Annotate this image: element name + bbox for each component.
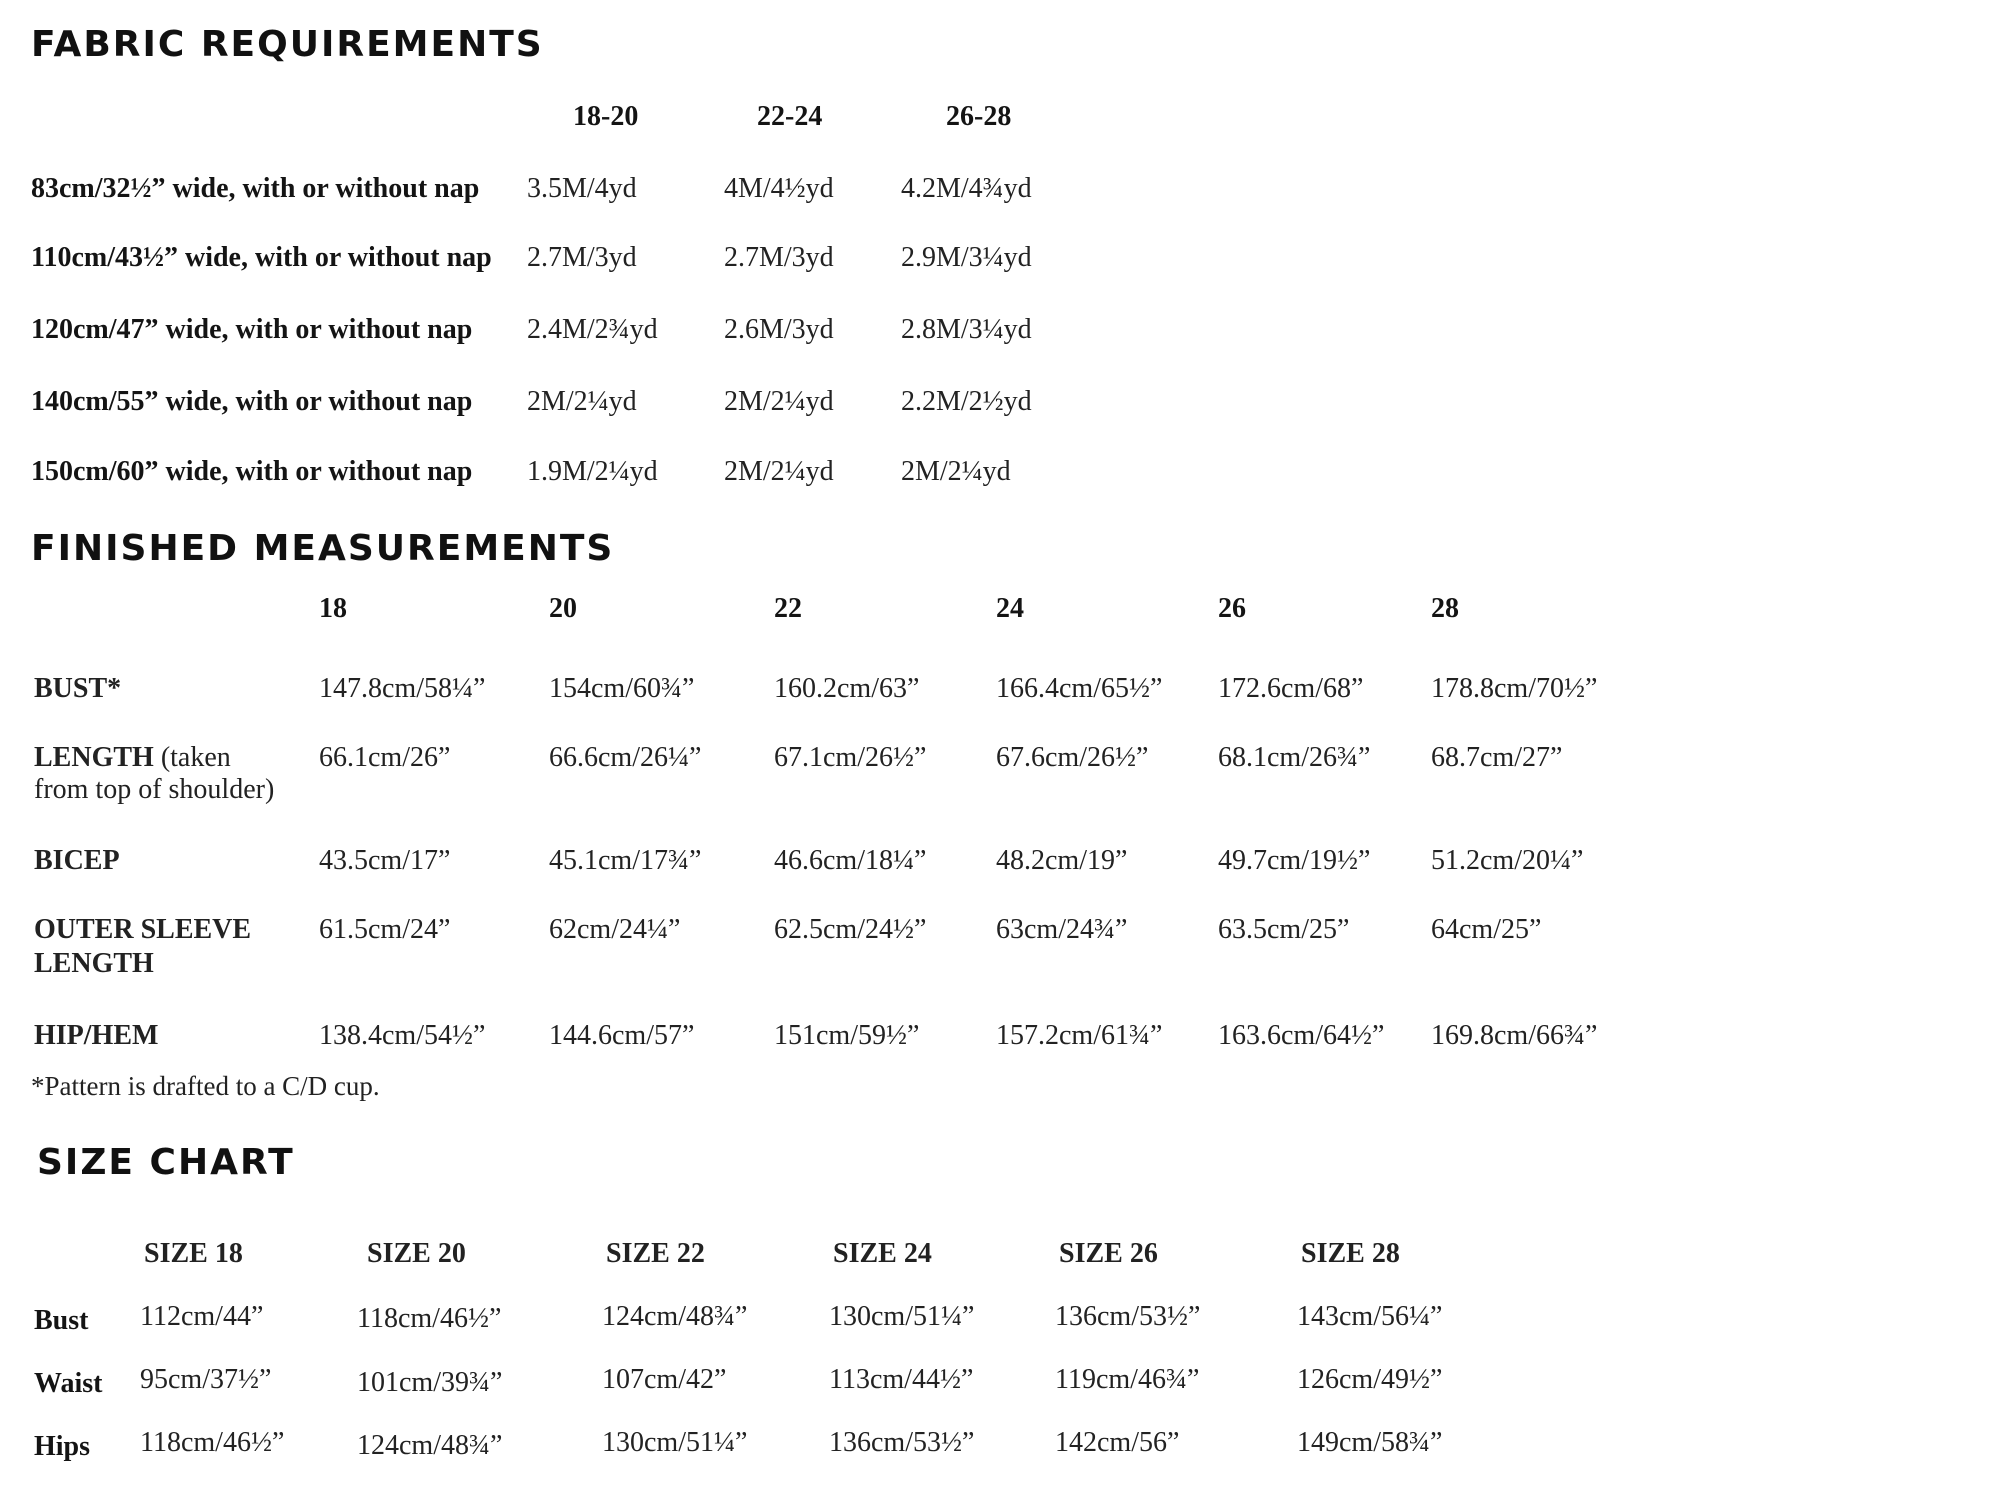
- fabric-value: 2.6M/3yd: [724, 314, 834, 345]
- size-value: 95cm/37½”: [140, 1364, 272, 1395]
- finished-value: 64cm/25”: [1431, 914, 1542, 945]
- fabric-requirements-title: FABRIC REQUIREMENTS: [31, 24, 544, 65]
- finished-header-28: 28: [1431, 593, 1459, 624]
- finished-value: 62cm/24¼”: [549, 914, 681, 945]
- fabric-row-label: 110cm/43½” wide, with or without nap: [31, 242, 492, 273]
- finished-value: 43.5cm/17”: [319, 845, 451, 876]
- fabric-value: 1.9M/2¼yd: [527, 456, 658, 487]
- fabric-value: 2.2M/2½yd: [901, 386, 1032, 417]
- finished-row-label-length: [34, 742, 231, 774]
- fabric-value: 2.4M/2¾yd: [527, 314, 658, 345]
- size-row-label-waist: Waist: [34, 1368, 103, 1399]
- finished-value: 45.1cm/17¾”: [549, 845, 702, 876]
- fabric-value: 2.7M/3yd: [527, 242, 637, 273]
- finished-value: 172.6cm/68”: [1218, 673, 1364, 704]
- finished-value: 144.6cm/57”: [549, 1020, 695, 1051]
- finished-value: 138.4cm/54½”: [319, 1020, 486, 1051]
- finished-row-label-length-line2: from top of shoulder): [34, 774, 275, 805]
- finished-header-18: 18: [319, 593, 347, 624]
- size-value: 101cm/39¾”: [357, 1367, 503, 1398]
- size-value: 130cm/51¼”: [602, 1427, 748, 1458]
- finished-value: 67.1cm/26½”: [774, 742, 927, 773]
- finished-header-26: 26: [1218, 593, 1246, 624]
- finished-row-label-bicep: BICEP: [34, 845, 120, 876]
- size-header-20: SIZE 20: [367, 1238, 466, 1269]
- finished-value: 66.1cm/26”: [319, 742, 451, 773]
- size-value: 118cm/46½”: [357, 1303, 502, 1334]
- fabric-value: 2.7M/3yd: [724, 242, 834, 273]
- size-value: 112cm/44”: [140, 1301, 264, 1332]
- size-header-18: SIZE 18: [144, 1238, 243, 1269]
- size-value: 124cm/48¾”: [357, 1430, 503, 1461]
- finished-value: 160.2cm/63”: [774, 673, 920, 704]
- finished-row-label-outer-sleeve: OUTER SLEEVE: [34, 914, 252, 945]
- size-value: 126cm/49½”: [1297, 1364, 1443, 1395]
- finished-value: 63.5cm/25”: [1218, 914, 1350, 945]
- size-row-label-hips: Hips: [34, 1431, 91, 1462]
- fabric-value: 2M/2¼yd: [724, 456, 834, 487]
- finished-row-label-hip-hem: HIP/HEM: [34, 1020, 159, 1051]
- size-value: 149cm/58¾”: [1297, 1427, 1443, 1458]
- fabric-row-label: 120cm/47” wide, with or without nap: [31, 314, 473, 345]
- finished-value: 147.8cm/58¼”: [319, 673, 486, 704]
- finished-value: 62.5cm/24½”: [774, 914, 927, 945]
- finished-value: 67.6cm/26½”: [996, 742, 1149, 773]
- size-value: 136cm/53½”: [1055, 1301, 1201, 1332]
- size-header-22: SIZE 22: [606, 1238, 705, 1269]
- length-label-main: LENGTH: [34, 742, 154, 773]
- fabric-row-label: 83cm/32½” wide, with or without nap: [31, 173, 480, 204]
- finished-value: 48.2cm/19”: [996, 845, 1128, 876]
- size-value: 119cm/46¾”: [1055, 1364, 1200, 1395]
- fabric-value: 2M/2¼yd: [901, 456, 1011, 487]
- finished-value: 163.6cm/64½”: [1218, 1020, 1385, 1051]
- fabric-value: 4M/4½yd: [724, 173, 834, 204]
- finished-header-24: 24: [996, 593, 1024, 624]
- finished-row-label-bust: BUST*: [34, 673, 122, 704]
- finished-value: 61.5cm/24”: [319, 914, 451, 945]
- finished-value: 46.6cm/18¼”: [774, 845, 927, 876]
- fabric-row-label: 150cm/60” wide, with or without nap: [31, 456, 473, 487]
- finished-value: 63cm/24¾”: [996, 914, 1128, 945]
- finished-value: 51.2cm/20¼”: [1431, 845, 1584, 876]
- size-value: 124cm/48¾”: [602, 1301, 748, 1332]
- size-value: 113cm/44½”: [829, 1364, 974, 1395]
- finished-value: 166.4cm/65½”: [996, 673, 1163, 704]
- finished-row-label-outer-sleeve-line2: LENGTH: [34, 948, 154, 979]
- fabric-header-18-20: 18-20: [573, 101, 639, 132]
- fabric-value: 2.9M/3¼yd: [901, 242, 1032, 273]
- size-value: 143cm/56¼”: [1297, 1301, 1443, 1332]
- size-header-24: SIZE 24: [833, 1238, 932, 1269]
- size-value: 142cm/56”: [1055, 1427, 1180, 1458]
- finished-value: 68.7cm/27”: [1431, 742, 1563, 773]
- finished-value: 151cm/59½”: [774, 1020, 920, 1051]
- size-row-label-bust: Bust: [34, 1305, 89, 1336]
- fabric-header-22-24: 22-24: [757, 101, 823, 132]
- fabric-header-26-28: 26-28: [946, 101, 1012, 132]
- size-header-28: SIZE 28: [1301, 1238, 1400, 1269]
- finished-measurements-title: FINISHED MEASUREMENTS: [31, 528, 615, 569]
- size-chart-title: SIZE CHART: [37, 1142, 295, 1183]
- fabric-value: 4.2M/4¾yd: [901, 173, 1032, 204]
- finished-value: 66.6cm/26¼”: [549, 742, 702, 773]
- finished-value: 68.1cm/26¾”: [1218, 742, 1371, 773]
- size-value: 136cm/53½”: [829, 1427, 975, 1458]
- fabric-row-label: 140cm/55” wide, with or without nap: [31, 386, 473, 417]
- finished-value: 49.7cm/19½”: [1218, 845, 1371, 876]
- size-header-26: SIZE 26: [1059, 1238, 1158, 1269]
- size-value: 118cm/46½”: [140, 1427, 285, 1458]
- size-value: 107cm/42”: [602, 1364, 727, 1395]
- size-value: 130cm/51¼”: [829, 1301, 975, 1332]
- finished-header-20: 20: [549, 593, 577, 624]
- finished-value: 169.8cm/66¾”: [1431, 1020, 1598, 1051]
- finished-header-22: 22: [774, 593, 802, 624]
- fabric-value: 3.5M/4yd: [527, 173, 637, 204]
- finished-value: 154cm/60¾”: [549, 673, 695, 704]
- length-label-rest: (taken: [153, 742, 231, 773]
- fabric-value: 2M/2¼yd: [527, 386, 637, 417]
- cup-size-note: *Pattern is drafted to a C/D cup.: [31, 1071, 380, 1101]
- fabric-value: 2.8M/3¼yd: [901, 314, 1032, 345]
- finished-value: 178.8cm/70½”: [1431, 673, 1598, 704]
- finished-value: 157.2cm/61¾”: [996, 1020, 1163, 1051]
- fabric-value: 2M/2¼yd: [724, 386, 834, 417]
